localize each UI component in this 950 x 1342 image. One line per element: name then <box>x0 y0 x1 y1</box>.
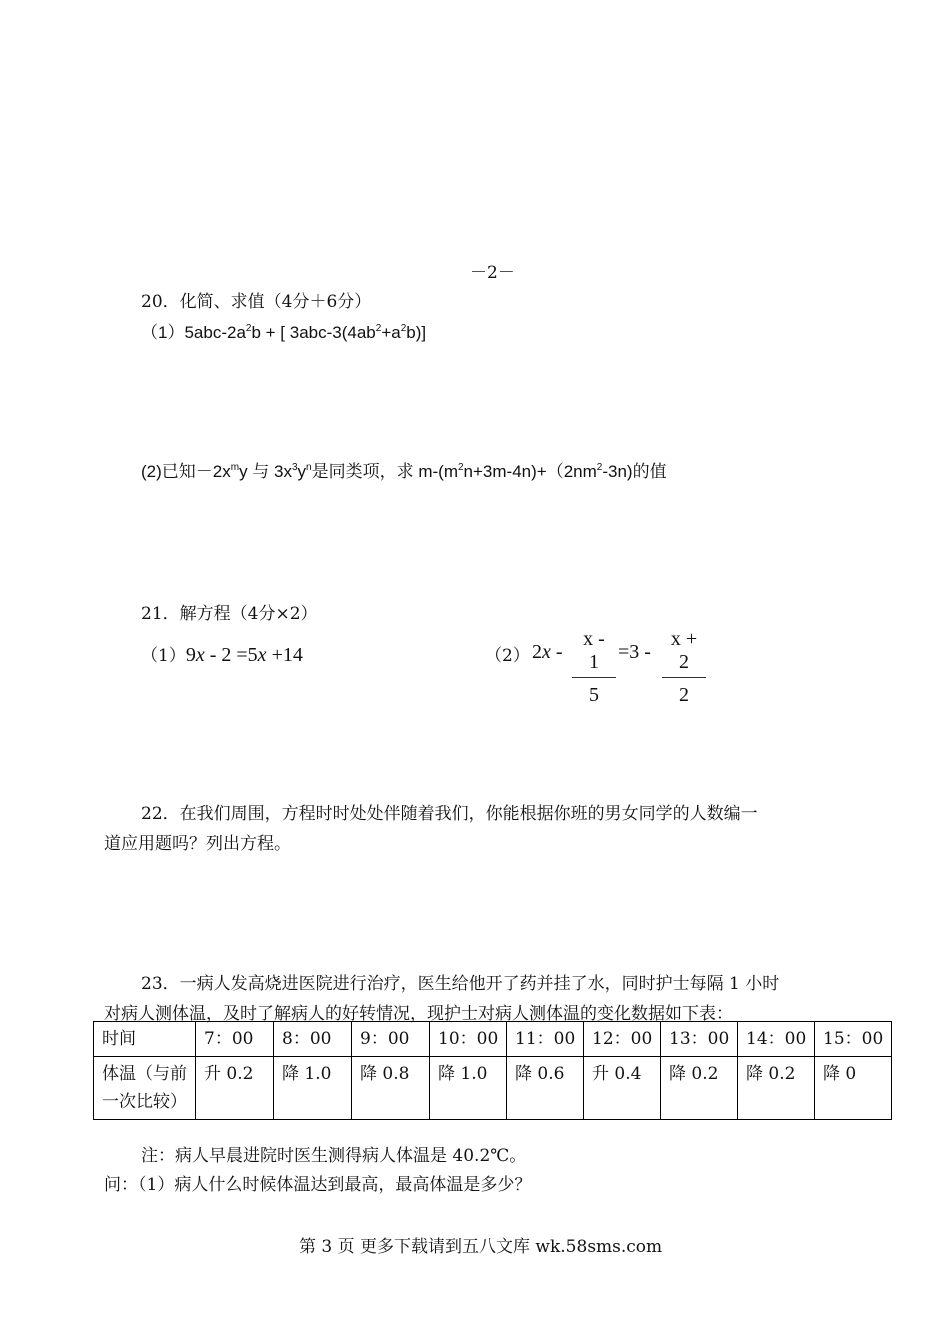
table-cell: 时间 <box>94 1022 196 1057</box>
q23-note: 注：病人早晨进院时医生测得病人体温是 40.2℃。 <box>141 1146 527 1166</box>
table-cell: 11：00 <box>507 1022 584 1057</box>
table-cell: 15：00 <box>815 1022 892 1057</box>
q21-eq2-middle: =3 - <box>618 641 651 663</box>
q23-line-2: 对病人测体温，及时了解病人的好转情况，现护士对病人测体温的变化数据如下表： <box>104 1004 733 1024</box>
q23-line-1: 23．一病人发高烧进医院进行治疗，医生给他开了药并挂了水，同时护士每隔 1 小时 <box>141 974 780 994</box>
table-cell: 降 1.0 <box>430 1057 507 1120</box>
table-cell: 升 0.2 <box>196 1057 274 1120</box>
page-marker: －2－ <box>470 263 515 283</box>
table-row <box>94 1057 892 1120</box>
q21-eq1-label: （1） <box>141 646 186 666</box>
table-cell: 13：00 <box>661 1022 738 1057</box>
q21-eq2-fraction-1: x - 1 5 <box>572 628 616 707</box>
table-cell: 8：00 <box>274 1022 352 1057</box>
q23-question-1: 问：（1）病人什么时候体温达到最高，最高体温是多少？ <box>104 1175 532 1195</box>
q21-heading: 21．解方程（4分×2） <box>141 604 318 624</box>
q21-eq2-label: （2） <box>485 646 530 666</box>
q20-part1-expression: $(1)5abc-2a^2b$ + [ $3abc-3(4ab^2+a^2b)$] <box>141 323 427 342</box>
table-cell: 降 0 <box>815 1057 892 1120</box>
table-cell: 降 0.6 <box>507 1057 584 1120</box>
table-cell: 降 0.2 <box>738 1057 815 1120</box>
q22-line-1: 22．在我们周围，方程时时处处伴随着我们，你能根据你班的男女同学的人数编一 <box>141 804 758 824</box>
q20-part1-label: （1） <box>141 323 185 342</box>
table-cell: 7：00 <box>196 1022 274 1057</box>
table-cell: 降 1.0 <box>274 1057 352 1120</box>
table-cell: 升 0.4 <box>584 1057 661 1120</box>
q21-eq1: （1）9x - 2 =5x +14 <box>141 644 303 666</box>
q20-part2-text: (2)已知$-2x^my$ 与 $3x^3y^n$是同类项，求 $m-(m^2n+3m-4n)+(2nm^2-3n)$的值 <box>141 462 667 481</box>
table-cell: 体温（与前一次比较） <box>94 1057 196 1120</box>
q21-eq2-left: 2x - <box>532 641 563 663</box>
temperature-table <box>93 1021 892 1120</box>
q20-heading: 20．化简、求值（4分＋6分） <box>141 292 372 312</box>
q21-eq2-fraction-2: x + 2 2 <box>662 628 706 707</box>
table-cell: 14：00 <box>738 1022 815 1057</box>
table-cell: 降 0.2 <box>661 1057 738 1120</box>
table-cell: 10：00 <box>430 1022 507 1057</box>
table-cell: 9：00 <box>352 1022 430 1057</box>
table-cell: 12：00 <box>584 1022 661 1057</box>
table-header-row <box>94 1022 892 1057</box>
page-footer: 第 3 页 更多下载请到五八文库 wk.58sms.com <box>299 1237 663 1257</box>
table-cell: 降 0.8 <box>352 1057 430 1120</box>
q22-line-2: 道应用题吗？列出方程。 <box>104 834 291 854</box>
